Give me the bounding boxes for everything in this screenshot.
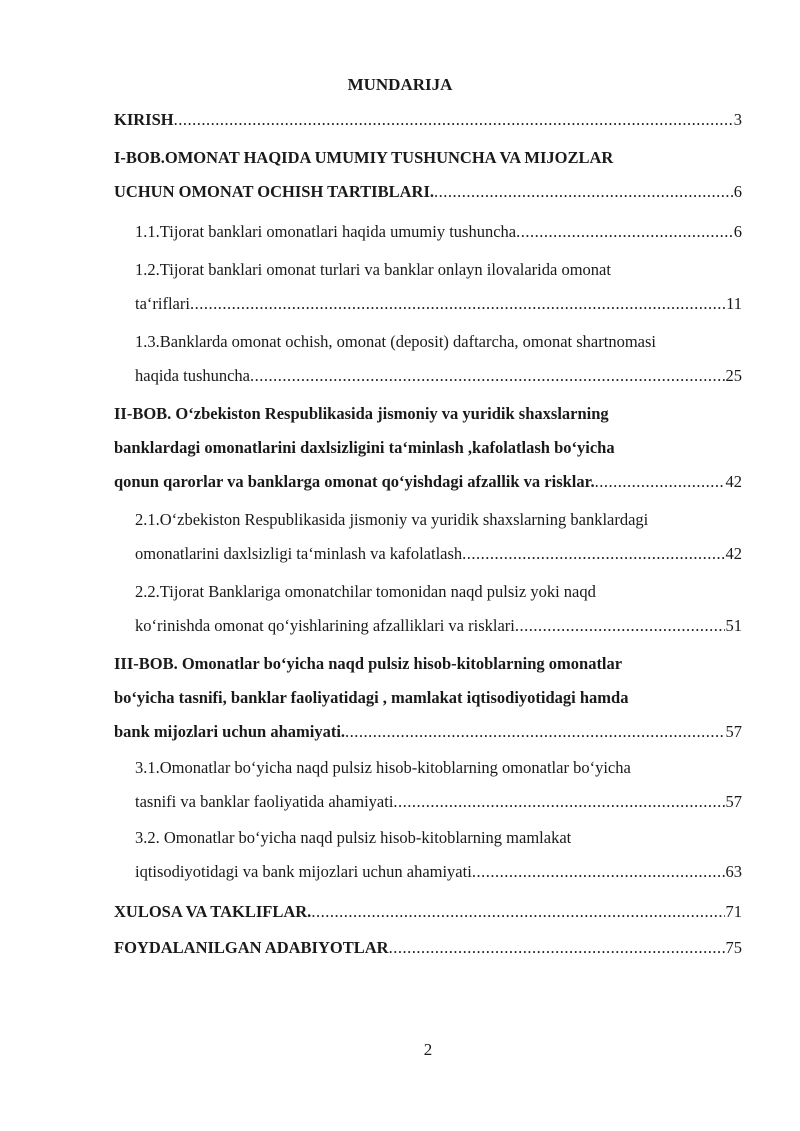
dot-leader: [393, 790, 724, 814]
toc-entry-text: haqida tushuncha: [135, 366, 251, 385]
dot-leader: [472, 860, 725, 884]
toc-page-number: 51: [725, 616, 742, 635]
toc-chapter-1-line-1: I-BOB.OMONAT HAQIDA UMUMIY TUSHUNCHA VA MIJOZLAR: [114, 148, 614, 167]
toc-section-1-2-line-2: [135, 292, 742, 316]
dot-leader: [516, 220, 733, 244]
toc-section-1-1: [135, 220, 742, 244]
dot-leader: [250, 364, 724, 388]
toc-section-2-2-line-1: 2.2.Tijorat Banklariga omonatchilar tomonidan naqd pulsiz yoki naqd: [135, 582, 596, 601]
toc-page-number: 6: [733, 182, 742, 201]
dot-leader: [434, 180, 733, 204]
toc-entry-text: ko‘rinishda omonat qo‘yishlarining afzalliklari va risklari: [135, 616, 515, 635]
toc-entry-text: FOYDALANILGAN ADABIYOTLAR: [114, 938, 389, 957]
toc-entry-text: KIRISH: [114, 110, 174, 129]
toc-page-number: 63: [725, 862, 742, 881]
dot-leader: [595, 470, 725, 494]
dot-leader: [389, 936, 725, 960]
toc-entry-text: UCHUN OMONAT OCHISH TARTIBLARI.: [114, 182, 434, 201]
dot-leader: [345, 720, 724, 744]
toc-section-3-1-line-1: 3.1.Omonatlar bo‘yicha naqd pulsiz hisob-kitoblarning omonatlar bo‘yicha: [135, 758, 631, 777]
toc-chapter-2-line-2: banklardagi omonatlarini daxlsizligini ta‘minlash ,kafolatlash bo‘yicha: [114, 438, 615, 457]
toc-entry-text: ta‘riflari: [135, 294, 190, 313]
toc-section-3-2-line-2: [135, 860, 742, 884]
toc-section-3-2-line-1: 3.2. Omonatlar bo‘yicha naqd pulsiz hisob-kitoblarning mamlakat: [135, 828, 572, 847]
dot-leader: [190, 292, 725, 316]
toc-entry-text: tasnifi va banklar faoliyatida ahamiyati: [135, 792, 394, 811]
toc-entry-text: 1.1.Tijorat banklari omonatlari haqida umumiy tushuncha: [135, 222, 517, 241]
toc-page-number: 71: [725, 902, 742, 921]
dot-leader: [462, 542, 724, 566]
toc-section-2-1-line-2: [135, 542, 742, 566]
dot-leader: [515, 614, 725, 638]
toc-entry-text: qonun qarorlar va banklarga omonat qo‘yishdagi afzallik va risklar.: [114, 472, 595, 491]
toc-chapter-3-line-1: III-BOB. Omonatlar bo‘yicha naqd pulsiz hisob-kitoblarning omonatlar: [114, 654, 623, 673]
toc-chapter-1-line-2: [114, 180, 742, 204]
toc-page-number: 75: [725, 938, 742, 957]
toc-page-number: 25: [725, 366, 742, 385]
toc-entry-text: iqtisodiyotidagi va bank mijozlari uchun ahamiyati: [135, 862, 472, 881]
toc-entry-xulosa: [114, 900, 742, 924]
toc-page-number: 6: [733, 222, 742, 241]
toc-section-1-3-line-1: 1.3.Banklarda omonat ochish, omonat (deposit) daftarcha, omonat shartnomasi: [135, 332, 656, 351]
dot-leader: [311, 900, 724, 924]
toc-chapter-3-line-3: [114, 720, 742, 744]
toc-title: MUNDARIJA: [347, 75, 453, 94]
toc-page-number: 11: [726, 294, 742, 313]
toc-entry-adabiyotlar: [114, 936, 742, 960]
toc-section-3-1-line-2: [135, 790, 742, 814]
toc-entry-kirish: [114, 108, 742, 132]
toc-entry-text: XULOSA VA TAKLIFLAR.: [114, 902, 312, 921]
toc-page-number: 57: [725, 722, 742, 741]
toc-section-2-1-line-1: 2.1.O‘zbekiston Respublikasida jismoniy va yuridik shaxslarning banklardagi: [135, 510, 649, 529]
toc-chapter-2-line-3: [114, 470, 742, 494]
toc-page-number: 42: [725, 544, 742, 563]
toc-page-number: 3: [733, 110, 742, 129]
toc-chapter-2-line-1: II-BOB. O‘zbekiston Respublikasida jismoniy va yuridik shaxslarning: [114, 404, 609, 423]
toc-entry-text: omonatlarini daxlsizligi ta‘minlash va kafolatlash: [135, 544, 463, 563]
toc-entry-text: bank mijozlari uchun ahamiyati.: [114, 722, 346, 741]
toc-section-2-2-line-2: [135, 614, 742, 638]
page-number: 2: [423, 1040, 433, 1059]
toc-page-number: 42: [725, 472, 742, 491]
toc-chapter-3-line-2: bo‘yicha tasnifi, banklar faoliyatidagi , mamlakat iqtisodiyotidagi hamda: [114, 688, 629, 707]
dot-leader: [174, 108, 733, 132]
toc-page-number: 57: [725, 792, 742, 811]
toc-section-1-2-line-1: 1.2.Tijorat banklari omonat turlari va banklar onlayn ilovalarida omonat: [135, 260, 611, 279]
toc-section-1-3-line-2: [135, 364, 742, 388]
